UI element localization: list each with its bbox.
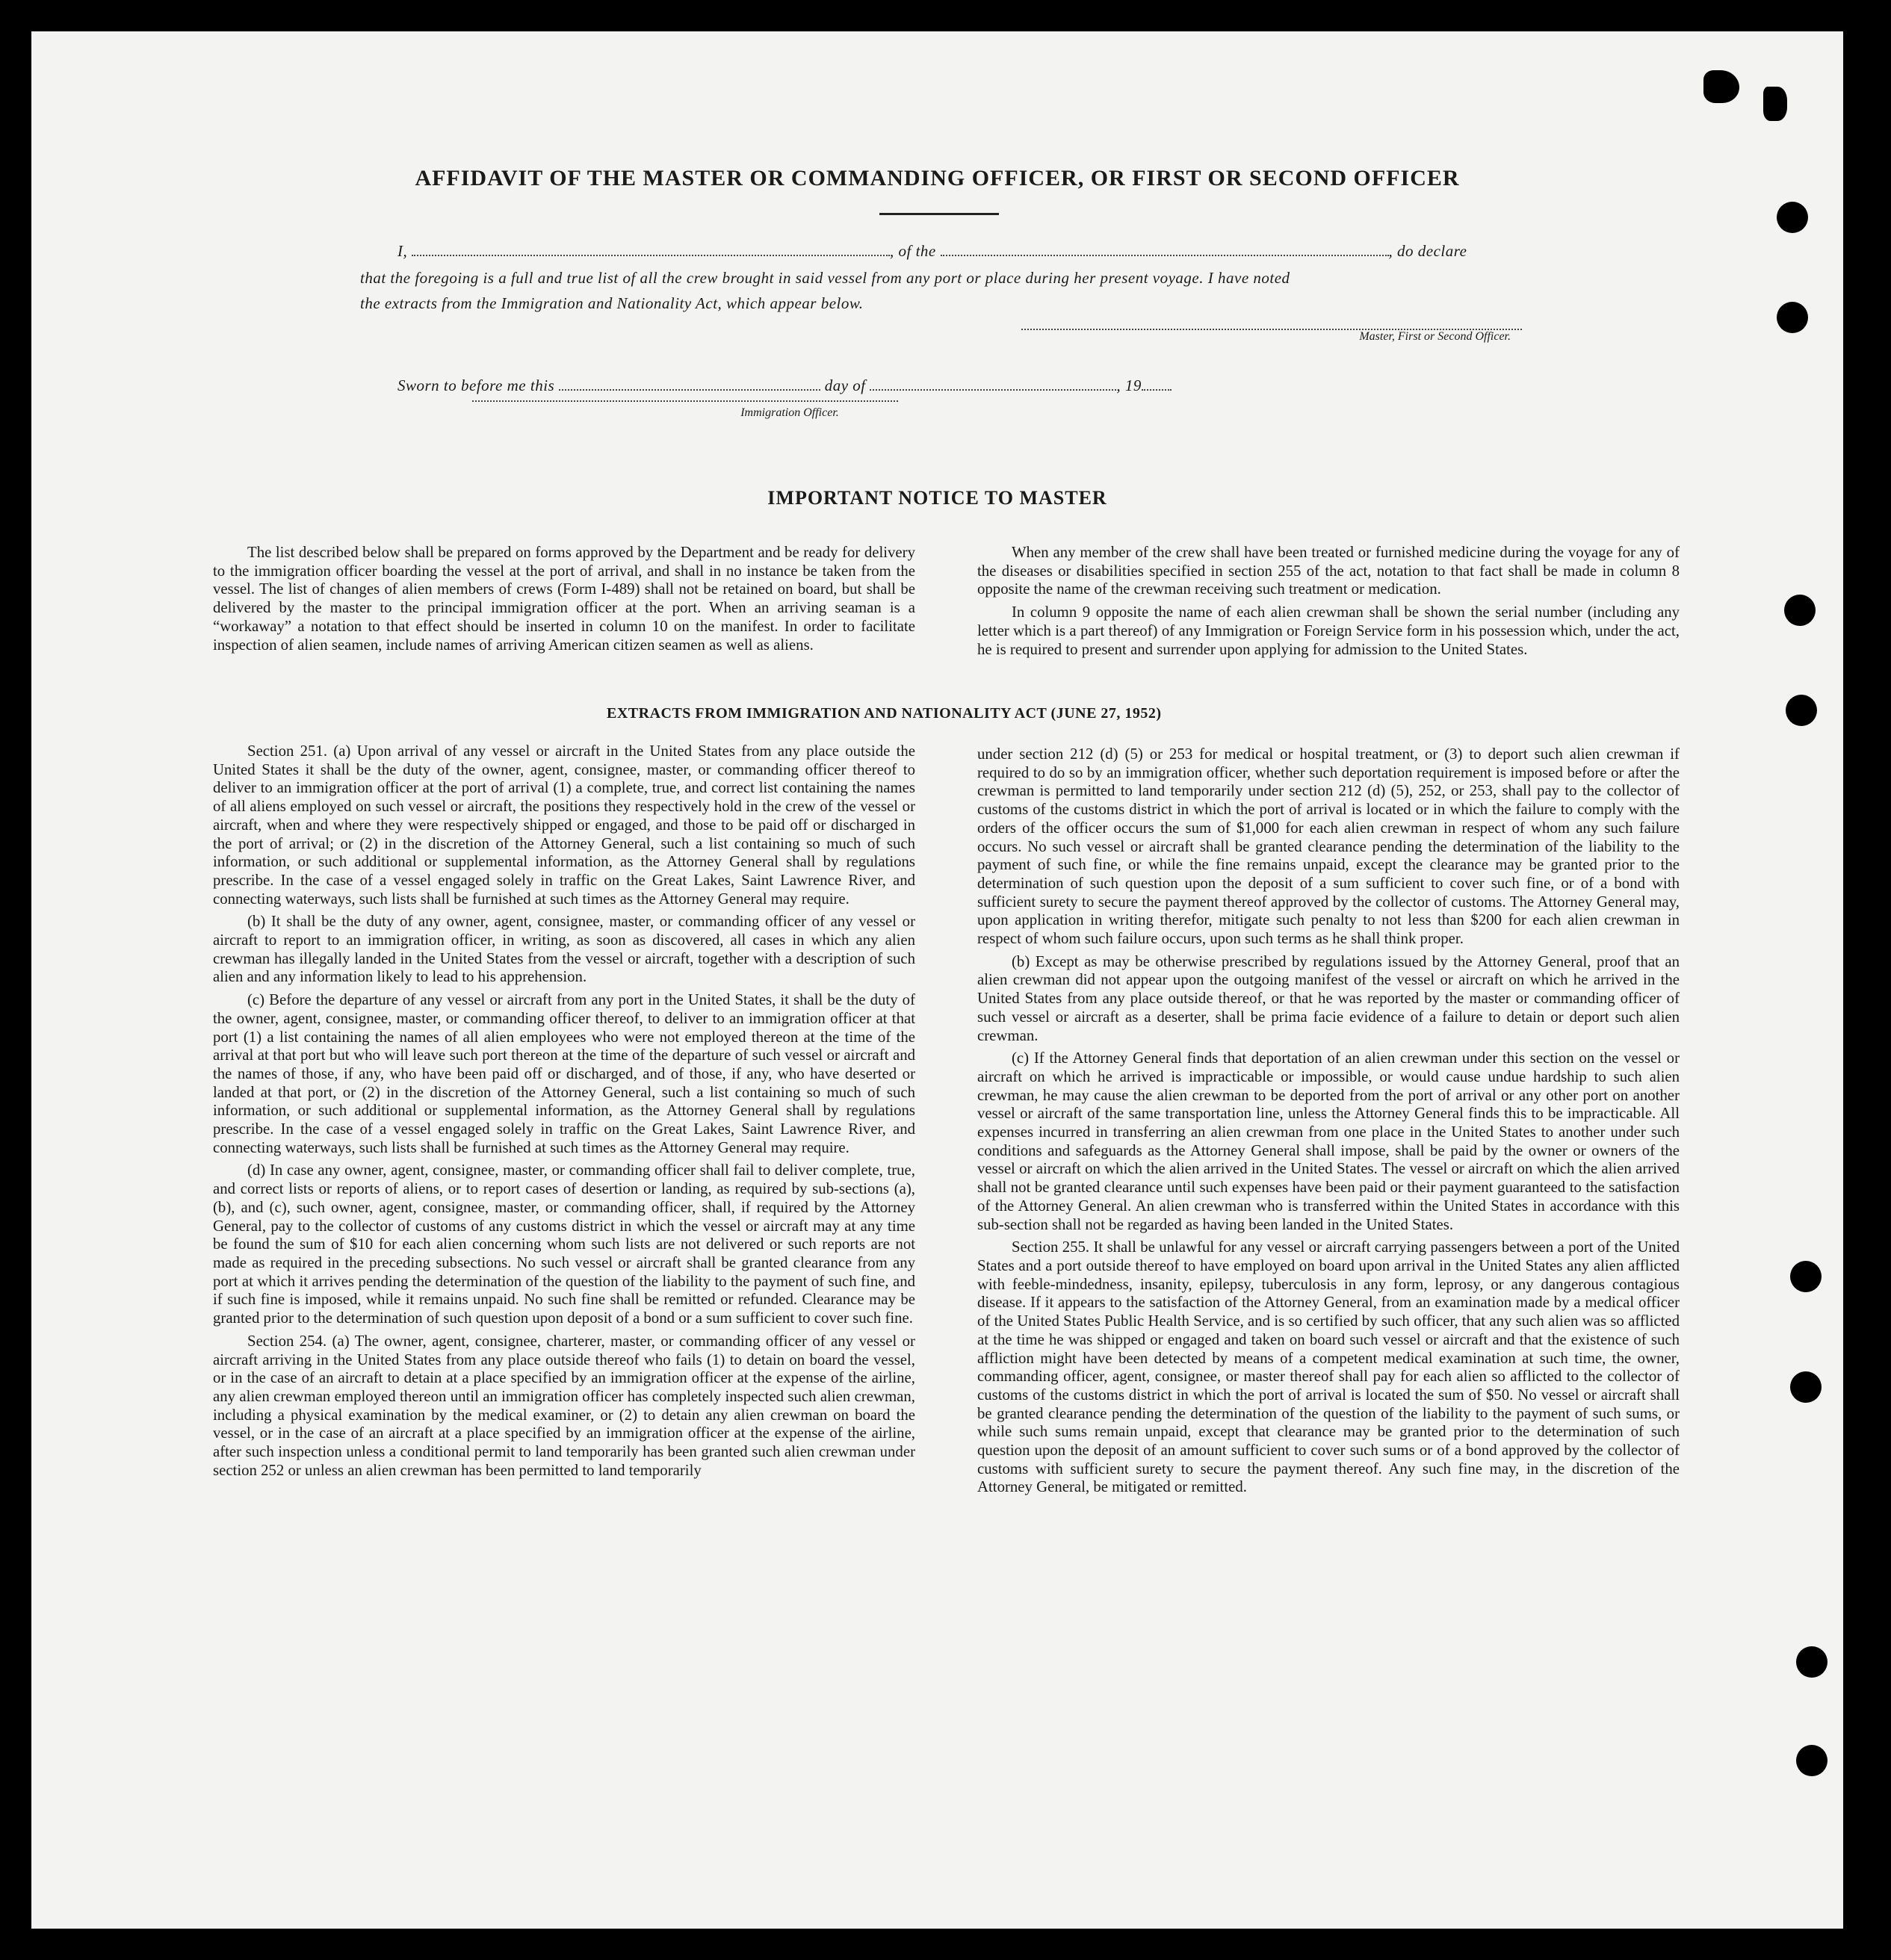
punch-hole bbox=[1796, 1745, 1827, 1776]
master-caption: Master, First or Second Officer. bbox=[1359, 330, 1511, 343]
affidavit-declare-label: , do declare bbox=[1388, 242, 1467, 260]
act-paragraph: Section 254. (a) The owner, agent, consignee, charterer, master, or commanding officer of any vessel or aircraft arriving in the United States from any place outside thereof who fails (1) to detain on board the vessel, or in the case of an aircraft to detain at a place specified by an immigration officer at the expense of the airline, any alien crewman employed thereon until an immigration officer has completely inspected such alien crewman, including a physical examination by the medical examiner, or (2) to detain any alien crewman on board the vessel, or in the case of an aircraft at a place specified by an immigration officer at the expense of the airline, after such inspection unless a conditional permit to land temporarily has been granted such alien crewman under section 252 or unless an alien crewman has been permitted to land temporarily bbox=[213, 1332, 915, 1479]
act-paragraph: Section 255. It shall be unlawful for any vessel or aircraft carrying passengers between a port of the United States and a port outside thereof to have employed on board upon arrival in the United States any alien afflicted with feeble-mindedness, insanity, epilepsy, tuberculosis in any form, leprosy, or any dangerous contagious disease. If it appears to the satisfaction of the Attorney General, from an examination made by a medical officer of the United States Public Health Service, and is so certified by such officer, that any such alien was so afflicted at the time he was shipped or engaged and taken on board such vessel or aircraft and that the existence of such affliction might have been detected by means of a competent medical examination at such time, the owner, commanding officer, agent, consignee, or master thereof shall pay for each alien so afflicted to the collector of customs of the customs district in which the port of arrival is located the sum of $50. No vessel or aircraft shall be granted clearance pending the determination of the question of the liability to the payment of such sums, or while such sums remain unpaid, except that clearance may be granted prior to the determination of such question upon the deposit of an amount sufficient to cover such sums or of a bond approved by the collector of customs with sufficient surety to secure the payment thereof. Any such fine may, in the discretion of the Attorney General, be mitigated or remitted. bbox=[977, 1238, 1680, 1496]
sworn-month-field[interactable] bbox=[870, 389, 1116, 391]
extracts-right-column bbox=[977, 745, 1680, 1501]
officer-signature-line[interactable] bbox=[472, 400, 898, 402]
binder-mark bbox=[1703, 70, 1739, 103]
punch-hole bbox=[1796, 1646, 1827, 1678]
document-page bbox=[31, 31, 1843, 1929]
title-rule bbox=[879, 213, 999, 215]
notice-title: IMPORTANT NOTICE TO MASTER bbox=[767, 487, 1107, 509]
act-paragraph: (d) In case any owner, agent, consignee, master, or commanding officer shall fail to deliver complete, true, and correct lists or reports of aliens, or to report cases of desertion or landing, as required by sub-sections (a), (b), and (c), such owner, agent, consignee, master, or commanding officer, shall, if required by the Attorney General, pay to the collector of customs of any customs district in which the vessel or aircraft may at any time be found the sum of $10 for each alien concerning whom such lists are not delivered or such reports are not made as required in the preceding subsections. No such vessel or aircraft shall be granted clearance from any port at which it arrives pending the determination of the question of the liability to the payment of such fine, and if such fine is imposed, while it remains unpaid. No such fine shall be remitted or refunded. Clearance may be granted prior to the determination of such question upon deposit of a bond or a sum sufficient to cover such fine. bbox=[213, 1162, 915, 1327]
officer-caption: Immigration Officer. bbox=[740, 406, 839, 419]
affidavit-of-the-label: , of the bbox=[890, 242, 936, 260]
notice-left-column bbox=[213, 544, 915, 659]
punch-hole bbox=[1777, 202, 1808, 233]
punch-hole bbox=[1790, 1371, 1822, 1403]
punch-hole bbox=[1784, 595, 1816, 626]
affidavit-line-3: the extracts from the Immigration and Nationality Act, which appear below. bbox=[360, 294, 864, 312]
affidavit-i-label: I, bbox=[397, 242, 408, 260]
affidavit-title: AFFIDAVIT OF THE MASTER OR COMMANDING OFFICER, OR FIRST OR SECOND OFFICER bbox=[415, 166, 1460, 190]
sworn-year-field[interactable] bbox=[1142, 389, 1172, 391]
vessel-field[interactable] bbox=[941, 255, 1389, 256]
act-paragraph: under section 212 (d) (5) or 253 for medical or hospital treatment, or (3) to deport such alien crewman if required to do so by an immigration officer, whether such deportation requirement is imposed before or after the crewman is permitted to land temporarily under section 212 (d) (5), 252, or 253, shall pay to the collector of customs of the customs district in which the port of arrival is located or in which the failure to comply with the orders of the officer occurs the sum of $1,000 for each alien crewman in respect of whom any such failure occurs. No such vessel or aircraft shall be granted clearance pending the determination of the liability to the payment of such fine, or while the fine remains unpaid, except the clearance may be granted prior to the determination of such question upon the deposit of a sum sufficient to cover such fine, or of a bond with sufficient surety to secure the payment thereof approved by the collector of customs. The Attorney General may, upon application in writing therefor, mitigate such penalty to not less than $200 for each alien crewman in respect of whom such failure occurs, upon such terms as he shall think proper. bbox=[977, 745, 1680, 948]
act-paragraph: (b) It shall be the duty of any owner, agent, consignee, master, or commanding officer of any vessel or aircraft to report to an immigration officer, in writing, as soon as discovered, all cases in which any alien crewman has illegally landed in the United States from the vessel or aircraft, together with a description of such alien and any information likely to lead to his apprehension. bbox=[213, 913, 915, 986]
act-paragraph: (c) If the Attorney General finds that deportation of an alien crewman under this section on the vessel or aircraft on which he arrived is impracticable or impossible, or would cause undue hardship to such alien crewman, he may cause the alien crewman to be deported from the port of arrival or any other port on another vessel or aircraft of the same transportation line, unless the Attorney General finds this to be impracticable. All expenses incurred in transferring an alien crewman from one place in the United States to another under such conditions and safeguards as the Attorney General shall impose, shall be paid by the owner or owners of the vessel or aircraft on which the alien arrived in the United States. The vessel or aircraft on which the alien arrived shall not be granted clearance until such expenses have been paid or their payment guaranteed to the satisfaction of the Attorney General. An alien crewman who is transferred within the United States in accordance with this sub-section shall not be regarded as having been landed in the United States. bbox=[977, 1049, 1680, 1233]
punch-hole bbox=[1777, 302, 1808, 333]
notice-right-column bbox=[977, 544, 1680, 663]
day-of-label: day of bbox=[824, 376, 866, 394]
act-paragraph: Section 251. (a) Upon arrival of any vessel or aircraft in the United States from any place outside the United States it shall be the duty of the owner, agent, consignee, master, or commanding officer thereof to deliver to an immigration officer at the port of arrival (1) a complete, true, and correct list containing the names of all aliens employed on such vessel or aircraft, the positions they respectively hold in the crew of the vessel or aircraft, when and where they were respectively shipped or engaged, and those to be paid off or discharged in the port of arrival; or (2) in the discretion of the Attorney General, such a list containing so much of such information, or such additional or supplemental information, as the Attorney General shall by regulations prescribe. In the case of a vessel engaged solely in traffic on the Great Lakes, Saint Lawrence River, and connecting waterways, such lists shall be furnished at such times as the Attorney General may require. bbox=[213, 742, 915, 908]
sworn-label: Sworn to before me this bbox=[397, 376, 555, 394]
sworn-line bbox=[397, 376, 1294, 395]
year-label: , 19 bbox=[1116, 376, 1142, 394]
notice-paragraph: The list described below shall be prepared on forms approved by the Department and be ready for delivery to the immigration officer boarding the vessel at the port of arrival, and shall in no instance be taken from the vessel. The list of changes of alien members of crews (Form I-489) shall not be retained on board, but shall be delivered by the master to the principal immigration officer at the port. When an arriving seaman is a “workaway” a notation to that effect should be inserted in column 10 on the manifest. In order to facilitate inspection of alien seamen, include names of arriving American citizen seamen as well as aliens. bbox=[213, 544, 915, 654]
binder-mark bbox=[1763, 87, 1787, 121]
notice-paragraph: In column 9 opposite the name of each alien crewman shall be shown the serial number (including any letter which is a part thereof) of any Immigration or Foreign Service form in his possession which, under the act, he is required to present and surrender upon applying for admission to the United States. bbox=[977, 604, 1680, 658]
notice-paragraph: When any member of the crew shall have been treated or furnished medicine during the voyage for any of the diseases or disabilities specified in section 255 of the act, notation to that fact shall be made in column 8 opposite the name of the crewman receiving such treatment or medication. bbox=[977, 544, 1680, 598]
extracts-title: EXTRACTS FROM IMMIGRATION AND NATIONALITY ACT (JUNE 27, 1952) bbox=[607, 705, 1162, 722]
affidavit-line-2: that the foregoing is a full and true list of all the crew brought in said vessel from any port or place during her present voyage. I have noted bbox=[360, 269, 1290, 287]
act-paragraph: (b) Except as may be otherwise prescribed by regulations issued by the Attorney General, proof that an alien crewman did not appear upon the outgoing manifest of the vessel or aircraft on which he arrived in the United States from any place outside thereof, or that he was reported by the master or commanding officer of such vessel or aircraft as a deserter, shall be prima facie evidence of a failure to detain or deport such alien crewman. bbox=[977, 952, 1680, 1044]
extracts-left-column bbox=[213, 742, 915, 1484]
punch-hole bbox=[1786, 695, 1817, 726]
act-paragraph: (c) Before the departure of any vessel or aircraft from any port in the United States, it shall be the duty of the owner, agent, consignee, master, or commanding officer thereof, to deliver to an immigration officer at that port (1) a list containing the names of all alien employees who were not employed thereon at the time of the arrival at that port but who will leave such port thereon at the time of the departure of such vessel or aircraft and the names of those, if any, who have been paid off or discharged, and of those, if any, who have deserted or landed at that port, or (2) in the discretion of the Attorney General, such a list containing so much of such information, or such additional or supplemental information, as the Attorney General shall by regulations prescribe. In the case of a vessel engaged solely in traffic on the Great Lakes, Saint Lawrence River, and connecting waterways, such lists shall be furnished at such times as the Attorney General may require. bbox=[213, 991, 915, 1156]
affidavit-declare-line bbox=[397, 242, 1563, 261]
sworn-day-field[interactable] bbox=[559, 389, 820, 391]
punch-hole bbox=[1790, 1261, 1822, 1292]
name-field[interactable] bbox=[412, 255, 890, 256]
